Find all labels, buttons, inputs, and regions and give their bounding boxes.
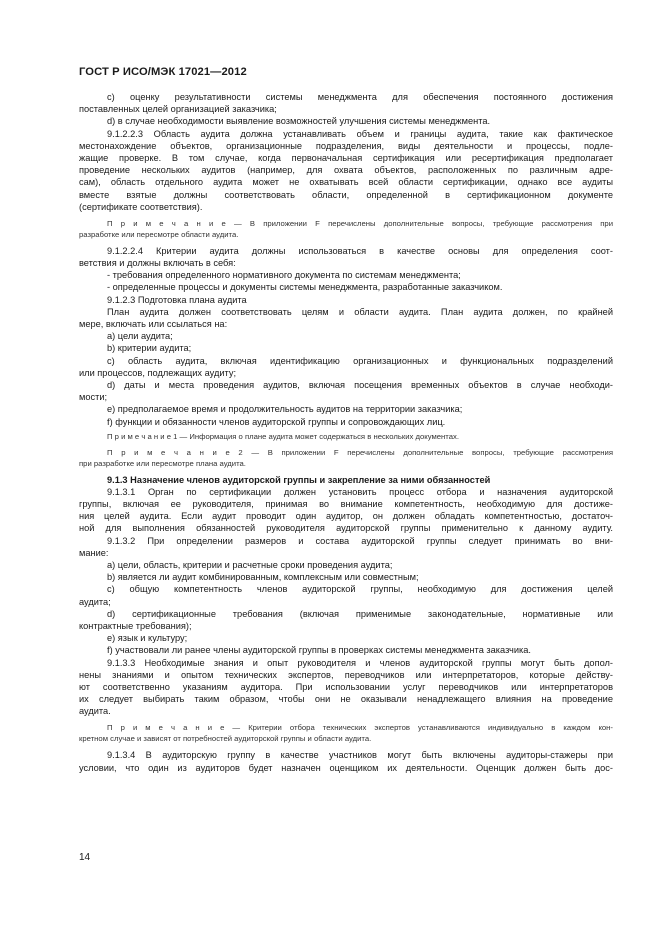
note-line: П р и м е ч а н и е 1 — Информация о плане аудита может содержаться в нескольких документах. <box>107 431 459 441</box>
text-line: аудита. <box>79 706 111 717</box>
text-line: аудита; <box>79 596 111 607</box>
text-line: e) язык и культуру; <box>107 633 188 644</box>
text-line: вместе взятые должны соответствовать области, определенной в сертификационном документе <box>79 189 613 200</box>
text-line: e) предполагаемое время и продолжительность аудитов на территории заказчика; <box>107 404 463 415</box>
text-line: мере, включать или ссылаться на: <box>79 319 228 329</box>
text-line: 9.1.2.2.4 Критерии аудита должны использоваться в качестве основы для определения соот- <box>107 245 613 256</box>
document-body <box>79 91 613 774</box>
page-number: 14 <box>79 852 91 863</box>
note-line: П р и м е ч а н и е 2 — В приложении F перечислены дополнительные вопросы, требующие рассмотрения <box>107 447 613 457</box>
text-line: c) область аудита, включая идентификацию организационных и функциональных подразделений <box>107 355 613 366</box>
note-line: разработке или пересмотре области аудита. <box>79 229 239 239</box>
text-line: поставленных целей организацией заказчика; <box>79 104 277 115</box>
text-line: контрактные требования); <box>79 620 192 631</box>
text-line: 9.1.3.1 Орган по сертификации должен установить процесс отбора и назначения аудиторской <box>107 486 613 497</box>
text-line: a) цели, область, критерии и расчетные сроки проведения аудита; <box>107 560 393 570</box>
text-line: ния целей аудита. Если аудит проводит один аудитор, он должен обладать компетентностью, достаточ- <box>79 511 613 522</box>
note-line: при разработке или пересмотре плана аудита. <box>79 458 246 468</box>
text-line: их следует выбирать таким образом, чтобы они не оказывали ненадлежащего влияния на проведение <box>79 694 613 705</box>
text-line: 9.1.2.2.3 Область аудита должна устанавливать объем и границы аудита, такие как фактическое <box>107 128 613 139</box>
note-line: П р и м е ч а н и е — Критерии отбора технических экспертов устанавливаются индивидуально в каждом кон- <box>107 723 613 733</box>
text-line: местонахождение объектов, организационные подразделения, виды деятельности и процессы, подле- <box>79 140 613 151</box>
text-line: жащие проверке. В том случае, когда первоначальная сертификация или ресертификация предполагает <box>79 152 613 163</box>
text-line: мости; <box>79 392 108 403</box>
text-line: - определенные процессы и документы системы менеджмента, разработанные заказчиком. <box>107 282 503 293</box>
text-line: 9.1.2.3 Подготовка плана аудита <box>107 294 247 305</box>
text-line: группы, включая ее руководителя, принимая во внимание компетентность, необходимую для достиже- <box>79 499 613 510</box>
text-line: 9.1.3.3 Необходимые знания и опыт руководителя и членов аудиторской группы могут быть допол- <box>107 657 613 668</box>
text-line: условии, что один из аудиторов будет назначен оценщиком их деятельности. Оценщик должен быть дос- <box>79 762 613 773</box>
text-line: b) является ли аудит комбинированным, комплексным или совместным; <box>107 572 419 583</box>
text-line: d) в случае необходимости выявление возможностей улучшения системы менеджмента. <box>107 116 491 127</box>
text-line: c) общую компетентность членов аудиторской группы, необходимую для достижения целей <box>107 584 613 595</box>
text-line: ют соответственно указаниям аудитора. При использовании услуг переводчиков или интерпретаторов <box>79 681 613 692</box>
text-line: c) оценку результативности системы менеджмента для обеспечения постоянного достижения <box>107 92 613 102</box>
text-line: нены знаниями и опытом технических экспертов, переводчиков или интерпретаторов, которые действу- <box>79 669 613 680</box>
text-line: - требования определенного нормативного документа по системам менеджмента; <box>107 270 461 281</box>
text-line: ной для выполнения обязанностей руководителя аудиторской группы применительно к данному аудиту. <box>79 523 613 534</box>
text-line: d) сертификационные требования (включая применимые законодательные, нормативные или <box>107 608 613 619</box>
text-line: f) функции и обязанности членов аудиторской группы и сопровождающих лиц. <box>107 416 446 427</box>
text-line: или процессов, подлежащих аудиту; <box>79 367 237 378</box>
note-line: П р и м е ч а н и е — В приложении F перечислены дополнительные вопросы, требующие рассмотрения при <box>107 218 613 228</box>
note-line: кретном случае и зависят от потребностей аудиторской группы и области аудита. <box>79 734 372 744</box>
text-line: 9.1.3.2 При определении размеров и состава аудиторской группы следует принимать во вни- <box>107 535 613 546</box>
text-line: План аудита должен соответствовать целям и области аудита. План аудита должен, по крайней <box>107 306 613 317</box>
text-line: сам), область отдельного аудита может не охватывать всей области сертификации, однако все аудиты <box>79 177 613 188</box>
text-line: проведение нескольких аудитов (например, для охвата объектов, расположенных по различным адре- <box>79 165 613 176</box>
text-line: 9.1.3.4 В аудиторскую группу в качестве участников могут быть включены аудиторы-стажеры при <box>107 750 613 761</box>
text-line: мание: <box>79 547 109 558</box>
text-line: (сертификате соответствия). <box>79 201 203 212</box>
text-line: f) участвовали ли ранее члены аудиторской группы в проверках системы менеджмента заказчика. <box>107 645 531 656</box>
text-line: d) даты и места проведения аудитов, включая посещения временных объектов в случае необходи- <box>107 379 613 390</box>
text-line: 9.1.3 Назначение членов аудиторской группы и закрепление за ними обязанностей <box>107 474 491 485</box>
text-line: a) цели аудита; <box>107 331 173 342</box>
text-line: b) критерии аудита; <box>107 343 192 354</box>
text-line: ветствия и должны включать в себя: <box>79 258 236 269</box>
page-header: ГОСТ Р ИСО/МЭК 17021—2012 <box>79 66 247 78</box>
